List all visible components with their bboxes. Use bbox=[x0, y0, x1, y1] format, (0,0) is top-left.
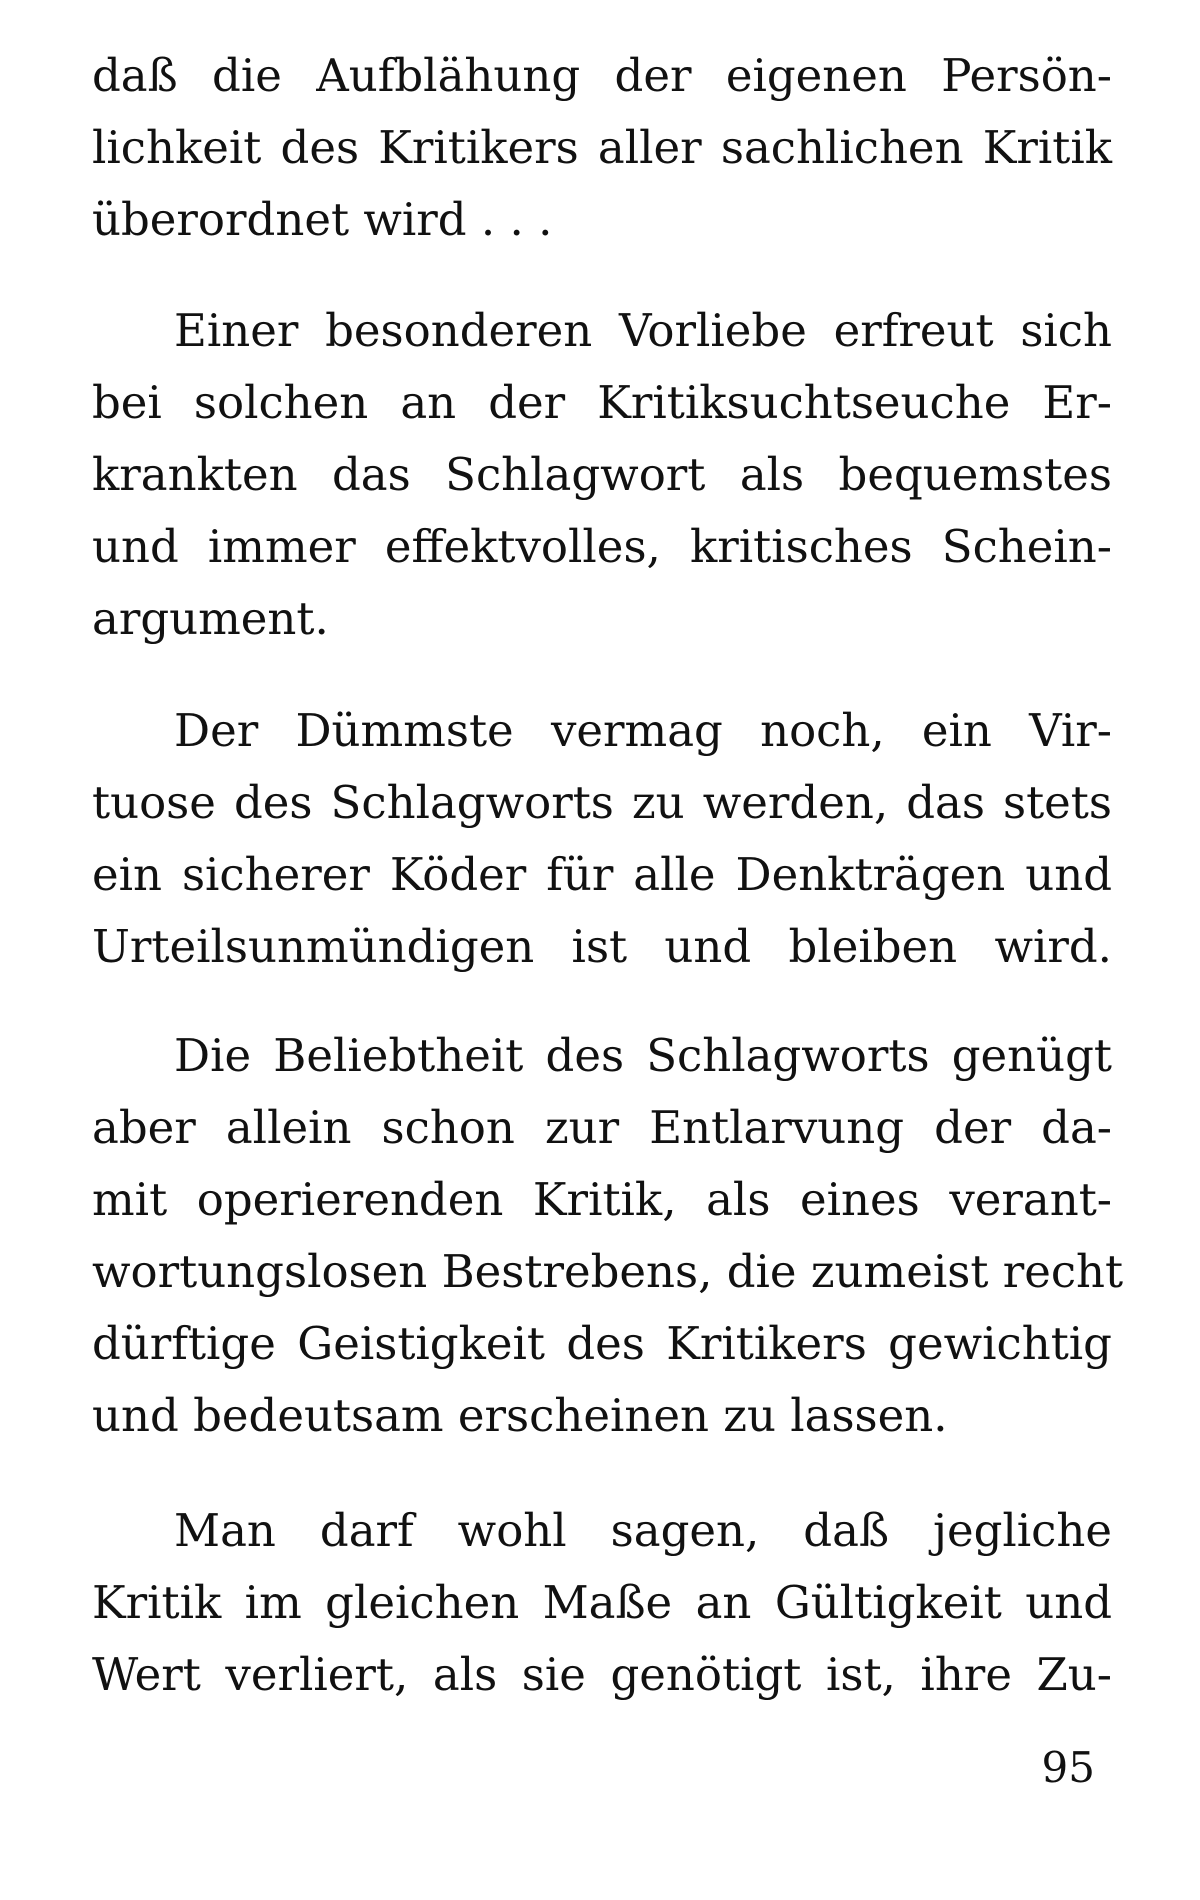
text-line: lichkeit des Kritikers aller sachlichen Kritik bbox=[92, 121, 1112, 174]
paragraph-1 bbox=[92, 40, 1112, 256]
text-line: wortungslosen Bestrebens, die zumeist recht bbox=[92, 1245, 1124, 1298]
text-line: dürftige Geistigkeit des Kritikers gewichtig bbox=[92, 1317, 1112, 1370]
paragraph-5 bbox=[92, 1495, 1112, 1711]
text-line: Wert verliert, als sie genötigt ist, ihre Zu- bbox=[92, 1648, 1112, 1701]
text-line: und bedeutsam erscheinen zu lassen. bbox=[92, 1389, 948, 1442]
paragraph-4 bbox=[92, 1020, 1124, 1452]
text-line: krankten das Schlagwort als bequemstes bbox=[92, 448, 1112, 501]
paragraph-2 bbox=[92, 295, 1112, 655]
text-line: Urteilsunmündigen ist und bleiben wird. bbox=[92, 920, 1112, 973]
paragraph-3 bbox=[92, 695, 1112, 983]
text-line: tuose des Schlagworts zu werden, das stets bbox=[92, 776, 1112, 829]
text-line: Die Beliebtheit des Schlagworts genügt bbox=[174, 1029, 1112, 1082]
text-line: überordnet wird . . . bbox=[92, 193, 553, 246]
text-line: Einer besonderen Vorliebe erfreut sich bbox=[174, 304, 1112, 357]
text-line: und immer effektvolles, kritisches Schein- bbox=[92, 520, 1112, 573]
page-number: 95 bbox=[1041, 1743, 1095, 1792]
text-line: Der Dümmste vermag noch, ein Vir- bbox=[174, 704, 1112, 757]
text-line: Kritik im gleichen Maße an Gültigkeit und bbox=[92, 1576, 1112, 1629]
text-line: aber allein schon zur Entlarvung der da- bbox=[92, 1101, 1112, 1154]
text-line: argument. bbox=[92, 592, 329, 645]
text-line: Man darf wohl sagen, daß jegliche bbox=[174, 1504, 1112, 1557]
text-line: daß die Aufblähung der eigenen Persön- bbox=[92, 49, 1112, 102]
text-line: ein sicherer Köder für alle Denkträgen und bbox=[92, 848, 1112, 901]
text-line: mit operierenden Kritik, als eines verant- bbox=[92, 1173, 1112, 1226]
text-line: bei solchen an der Kritiksuchtseuche Er- bbox=[92, 376, 1112, 429]
